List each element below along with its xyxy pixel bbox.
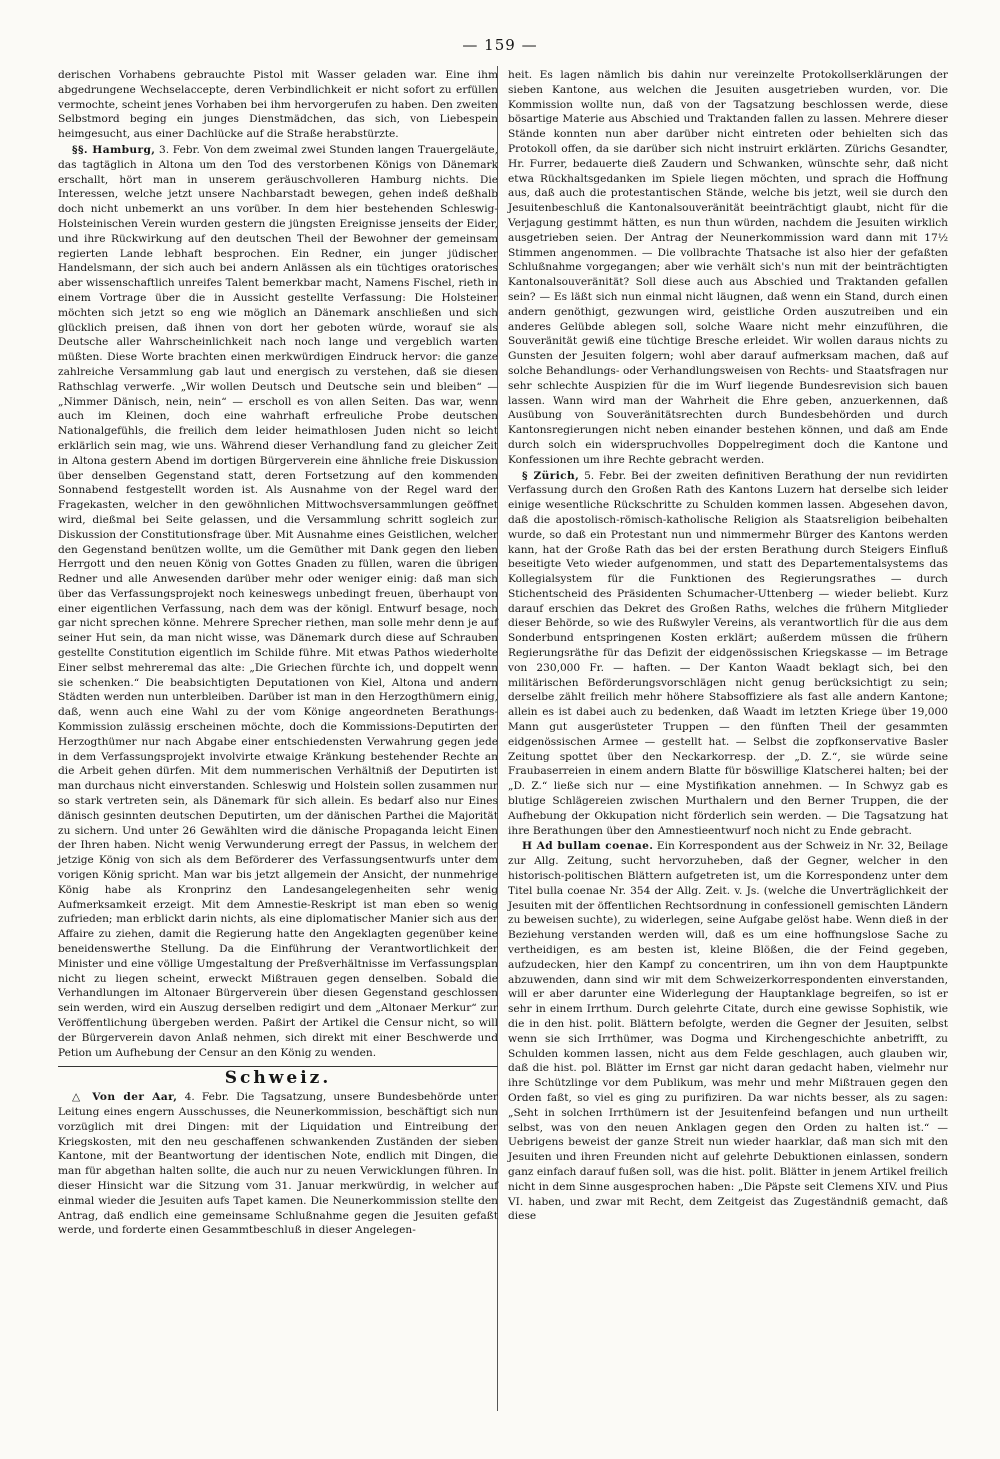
date-hamburg: 3. Febr. bbox=[159, 143, 200, 156]
article-aar-continuation: heit. Es lagen nämlich bis dahin nur vereinzelte Protokollserklärungen der sieben Kantone, aus welchen die Jesuiten ausgetrieben wurden, vor. Die Kommission wollte nun, daß von der Tagsatzung beschlossen werde, diese bösartige Materie aus Abschied und Traktanden fallen zu lassen. Mehrere dieser Stände konnten nun aber darüber nicht eintreten oder behielten sich das Protokoll offen, da sie darüber sich nicht instruirt erklärten. Zürichs Gesandter, Hr. Furrer, bedauerte dieß Zaudern und Schwanken, wünschte sehr, daß nicht etwa Rückhaltsgedanken im Spiele liegen möchten, und sprach die Hoffnung aus, daß auch die protestantischen Stände, welche bis jetzt, weil sie durch den Jesuitenbeschluß die Kantonalsouveränität beeinträchtigt glaubt, nicht für die Verjagung gestimmt hätten, es nun thun würden, nachdem die Jesuiten wirklich ausgetrieben seien. Der Antrag der Neunerkommission ward dann mit 17½ Stimmen angenommen. — Die vollbrachte Thatsache ist also hier der gefaßten Schlußnahme vorgegangen; aber wie verhält sich's nun mit der beinträchtigten Kantonalsouveränität? Soll diese auch aus Abschied und Traktanden gefallen sein? — Es läßt sich nun einmal nicht läugnen, daß wenn ein Stand, durch einen andern genöthigt, gezwungen wird, geistliche Orden auszutreiben und ein anderes Gelübde ablegen soll, solche Waare nicht mehr einzuführen, die Souveränität gewiß eine tüchtige Bresche erleidet. Wir wollen daraus nichts zu Gunsten der Jesuiten folgern; wohl aber darauf aufmerksam machen, daß auf solche Behandlungs- oder Verhandlungsweisen von Rechts- und Staatsfragen nur sehr schlechte Auspizien für die im Wurf liegende Bundesrevision sich bauen lassen. Wann wird man der Wahrheit die Ehre geben, anzuerkennen, daß Ausübung von Souveränitätsrechten durch Bundesbehörden und durch Kantonsregierungen nicht neben einander bestehen können, und daß am Ende durch solch ein widerspruchvolles Doppelregiment doch die Kantone und Konfessionen um ihre Rechte gebracht werden. bbox=[508, 69, 948, 466]
body-zuerich: Bei der zweiten definitiven Berathung der nun revidirten Verfassung durch den Großen Rath des Kantons Luzern hat derselbe sich leider einige wesentliche Rückschritte zu Schulden kommen lassen. Abgesehen davon, daß die apostolisch-römisch-katholische Religion als Staatsreligion beibehalten wurde, so daß ein Protestant nun und nimmermehr Bürger des Kantons werden kann, hat der Große Rath das bei der ersten Berathung durch Steigers Einfluß beseitigte Veto wieder aufgenommen, und statt des Departementalsystems das Kollegialsystem für die Funktionen des Regierungsrathes — durch Stichentscheid des Präsidenten Schumacher-Uttenberg — wieder beliebt. Kurz darauf erschien das Dekret des Großen Raths, welches die frühern Mitglieder dieser Behörde, so wie des Rußwyler Vereins, als verantwortlich für die aus dem Sonderbund entspringenen Kosten erklärt; außerdem müssen die frühern Regierungsräthe für das Defizit der eidgenössischen Kriegskasse — im Betrage von 230,000 Fr. — haften. — Der Kanton Waadt beklagt sich, bei den militärischen Beförderungsvorschlägen nicht genug berücksichtigt zu sein; derselbe zählt freilich mehr höhere Stabsoffiziere als fast alle andern Kantone; allein es ist dabei auch zu bedenken, daß Waadt im letzten Kriege über 19,000 Mann gut ausgerüsteter Truppen — den fünften Theil der gesammten eidgenössischen Armee — gestellt hat. — Selbst die zopfkonservative Basler Zeitung spottet über den Neckarkorresp. der „D. Z.“, sie würde seine Fraubaserreien in einem andern Blatte für böswillige Klatscherei halten; bei der „D. Z.“ ließe sich nur — eine Mystifikation annehmen. — In Schwyz gab es blutige Schlägereien zwischen Murthalern und den Berner Truppen, die der Aufhebung der Okkupation nicht förderlich sein werden. — Die Tagsatzung hat ihre Berathungen über den Amnestieentwurf noch nicht zu Ende gebracht. bbox=[508, 469, 948, 837]
page-number: — 159 — bbox=[462, 36, 538, 54]
body-bulla-coenae: Ein Korrespondent aus der Schweiz in Nr. 32, Beilage zur Allg. Zeitung, sucht hervorzuheben, daß der Gegner, welcher in den historisch-politischen Blättern aufgetreten ist, um die Korrespondenz unter dem Titel bulla coenae Nr. 354 der Allg. Zeit. v. Js. (welche die Unverträglichkeit der Jesuiten mit der öffentlichen Rechtsordnung in confessionell gemischten Ländern zu beweisen suchte), zu widerlegen, seine Aufgabe gelöst habe. Wenn dieß in der Beziehung verstanden werden will, daß es um eine hoffnungslose Sache zu vertheidigen, es am besten ist, kleine Blößen, die der Feind gegeben, aufzudecken, hier den Kampf zu concentriren, um ihn von dem Hauptpunkte abzuwenden, dann sind wir mit dem Schweizerkorrespondenten einverstanden, will er aber darunter eine Widerlegung der Hauptanklage begreifen, so ist er sehr in einem Irrthum. Durch gelehrte Citate, durch eine gewisse Sophistik, wie die in den hist. polit. Blättern befolgte, werden die Gegner der Jesuiten, selbst wenn sie sich Irrthümer, was Dogma und Kirchengeschichte anbetrifft, zu Schulden kommen lassen, nicht aus dem Felde geschlagen, auch glauben wir, daß die hist. pol. Blätter im Ernst gar nicht daran gedacht haben, vielmehr nur ihre Schützlinge vor dem Publikum, was mehr und mehr Mißtrauen gegen den Orden faßt, so viel es ging zu purifiziren. Da war nichts besser, als zu sagen: „Seht in solchen Irrthümern ist der Jesuitenfeind befangen und nun urtheilt selbst, was von den neuen Anklagen gegen den Orden zu halten ist.“ — Uebrigens beweist der ganze Streit nun wieder haarklar, daß man sich mit den Jesuiten und ihren Freunden nicht auf gelehrte Debuktionen einlassen, sondern ganz einfach darauf fußen soll, was die hist. polit. Blätter in jenem Artikel freilich nicht in dem Sinne ausgesprochen haben: „Die Päpste seit Clemens XIV. und Pius VI. haben, und zwar mit Recht, dem Zeitgeist das Zugeständniß gemacht, daß diese bbox=[508, 840, 948, 1223]
date-aar: 4. Febr. bbox=[184, 1091, 229, 1104]
left-column bbox=[58, 68, 498, 1239]
body-aar: Die Tagsatzung, unsere Bundesbehörde unter Leitung eines engern Ausschusses, die Neunerkommission, beschäftigt sich nun vorzüglich mit drei Dingen: mit der Liquidation und Eintreibung der Kriegskosten, mit den neu geschaffenen schwankenden Zuständen der sieben Kantone, mit der Beantwortung der identischen Note, endlich mit Dingen, die man für abgethan halten sollte, die auch nur zu neuen Verwicklungen führen. In dieser Hinsicht war die Sitzung vom 31. Januar merkwürdig, in welcher auf einmal wieder die Jesuiten aufs Tapet kamen. Die Neunerkommission stellte den Antrag, daß endlich eine gemeinsame Schlußnahme gegen die Jesuiten gefaßt werde, und forderte einen Gesammtbeschluß in dieser Angelegen- bbox=[58, 1091, 498, 1237]
section-heading-schweiz: Schweiz. bbox=[58, 1066, 498, 1086]
date-zuerich: 5. Febr. bbox=[584, 469, 627, 482]
article-aar bbox=[58, 1090, 498, 1238]
article-zuerich bbox=[508, 469, 948, 839]
article-continuation: derischen Vorhabens gebrauchte Pistol mit Wasser geladen war. Eine ihm abgedrungene Wechselaccepte, deren Verbindlichkeit er nicht sofort zu erfüllen vermochte, scheint jenes Vorhaben bei ihm hervorgerufen zu haben. Den zweiten Selbstmord beging ein junges Dienstmädchen, das sich, von Liebespein heimgesucht, aus einer Dachlücke auf die Straße herabstürzte. bbox=[58, 69, 498, 141]
dateline-zuerich: § Zürich, bbox=[522, 469, 580, 482]
dateline-aar: △ Von der Aar, bbox=[72, 1091, 178, 1104]
article-hamburg bbox=[58, 143, 498, 1060]
dateline-hamburg: §§. Hamburg, bbox=[72, 143, 156, 156]
right-column bbox=[508, 68, 948, 1225]
article-bulla-coenae bbox=[508, 839, 948, 1224]
dateline-bulla-coenae: H Ad bullam coenae. bbox=[522, 840, 654, 853]
body-hamburg: Von dem zweimal zwei Stunden langen Trauergeläute, das tagtäglich in Altona um den Tod des verstorbenen Königs von Dänemark erschallt, hört man in unserem geräuschvolleren Hamburg nichts. Die Interessen, welche jetzt unsere Nachbarstadt bewegen, gehen indeß deßhalb doch nicht unbemerkt an uns vorüber. In dem hier bestehenden Schleswig-Holsteinischen Verein wurden gestern die jüngsten Ereignisse jenseits der Eider, und ihre Rückwirkung auf den deutschen Theil der Bewohner der gemeinsam regierten Lande lebhaft besprochen. Ein Redner, ein junger jüdischer Handelsmann, der sich auch bei andern Anlässen als ein tüchtiges oratorisches aber wissenschaftlich unreifes Talent bemerkbar macht, Namens Fischel, rieth in einem Vortrage über die in Aussicht gestellte Verfassung: Die Holsteiner möchten sich jetzt so eng wie möglich an Dänemark anschließen und sich glücklich preisen, daß ihnen von dort her geboten würde, worauf sie als Deutsche aller Wahrscheinlichkeit nach noch lange und vergeblich warten müßten. Diese Worte brachten einen merkwürdigen Eindruck hervor: die ganze zahlreiche Versammlung gab laut und energisch zu verstehen, daß sie diesen Rathschlag verwerfe. „Wir wollen Deutsch und Deutsche sein und bleiben“ — „Nimmer Dänisch, nein, nein“ — erscholl es von allen Seiten. Das war, wenn auch im Kleinen, doch eine wahrhaft erfreuliche Probe deutschen Nationalgefühls, die freilich dem leider heimathlosen Juden nicht so leicht erklärlich sein mag, wie uns. Während dieser Verhandlung fand zu gleicher Zeit in Altona gestern Abend im dortigen Bürgerverein eine ähnliche freie Diskussion über denselben Gegenstand statt, deren Fortsetzung auf den kommenden Sonnabend festgestellt worden ist. Als Ausnahme von der Regel ward der Fragekasten, welcher in den gewöhnlichen Mittwochsversammlungen geöffnet wird, dießmal bei Seite gelassen, und die Versammlung schritt sogleich zur Diskussion der Constitutionsfrage über. Mit Ausnahme eines Geistlichen, welcher den Gegenstand benützen wollte, um die Gemüther mit Dank gegen den lieben Herrgott und den neuen König von Gottes Gnaden zu füllen, waren die übrigen Redner und alle Anwesenden darüber mehr oder weniger einig: daß man sich über das Verfassungsprojekt noch keineswegs unbedingt freuen, überhaupt von einer eigentlichen Verfassung, nach dem was der königl. Entwurf besage, noch gar nicht sprechen könne. Mehrere Sprecher riethen, man solle mehr denn je auf seiner Hut sein, da man nicht wisse, was Dänemark durch diese auf Schrauben gestellte Constitution eigentlich im Schilde führe. Mit etwas Pathos wiederholte Einer selbst mehreremal das alte: „Die Griechen fürchte ich, und doppelt wenn sie schenken.“ Die beabsichtigten Deputationen von Kiel, Altona und andern Städten werden nun unterbleiben. Darüber ist man in den Herzogthümern einig, daß, wenn auch eine Wahl zu der vom Könige angeordneten Berathungs-Kommission zulässig erscheinen möchte, doch die Kommissions-Deputirten der Herzogthümer nur nach Abgabe einer entschiedensten Verwahrung gegen jede in dem Verfassungsprojekt involvirte etwaige Kränkung bestehender Rechte an die Arbeit gehen dürfen. Mit dem nummerischen Verhältniß der Deputirten ist man durchaus nicht einverstanden. Schleswig und Holstein sollen zusammen nur so stark vertreten sein, als Dänemark für sich allein. Es bedarf also nur Eines dänisch gesinnten deutschen Deputirten, um der dänischen Parthei die Majorität zu sichern. Und unter 26 Gewählten wird die dänische Propaganda leicht Einen der Ihren haben. Nicht wenig Verwunderung erregt der Passus, in welchem der jetzige König von sich als dem Beförderer des Verfassungsentwurfs unter dem vorigen König spricht. Man war bis jetzt allgemein der Ansicht, der nunmehrige König habe als Kronprinz den Landesangelegenheiten sehr wenig Aufmerksamkeit erzeigt. Mit dem Amnestie-Reskript ist man eben so wenig zufrieden; man erblickt darin nichts, als eine diplomatischer Manier sich aus der Affaire zu ziehen, damit die Regierung hatte den Angeklagten gegenüber keine beneidenswerthe Stellung. Da die Einführung der Verantwortlichkeit der Minister und eine völlige Umgestaltung der Preßverhältnisse im Verfassungsplan nicht zu liegen scheint, erweckt Mißtrauen gegen denselben. Sobald die Verhandlungen im Altonaer Bürgerverein über diesen Gegenstand geschlossen sein werden, wird ein Auszug derselben redigirt und dem „Altonaer Merkur“ zur Veröffentlichung übergeben werden. Paßirt der Artikel die Censur nicht, so will der Bürgerverein davon Anlaß nehmen, sich direkt mit einer Beschwerde und Petion um Aufhebung der Censur an den König zu wenden. bbox=[58, 143, 498, 1059]
